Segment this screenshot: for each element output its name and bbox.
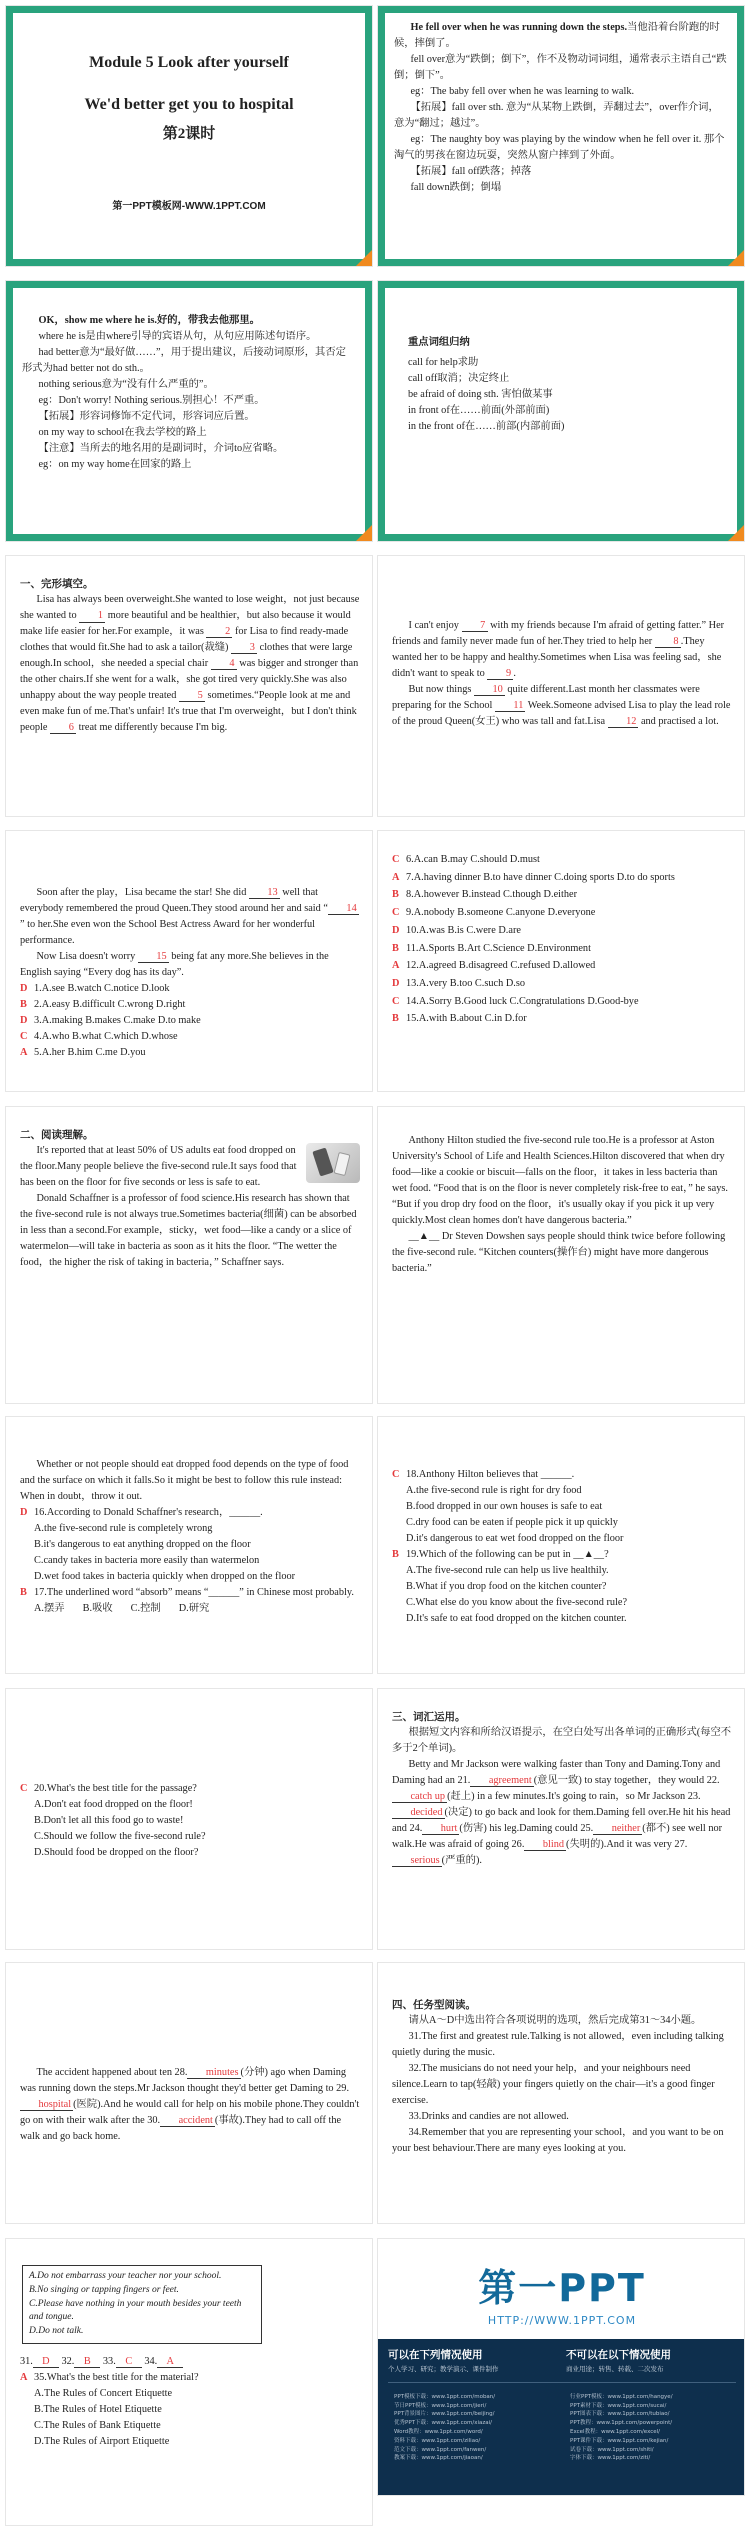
option-text[interactable]: C.What else do you know about the five-second rule? (406, 1596, 628, 1608)
key-sentence: OK，show me where he is.好的，带我去他那里。 (38, 315, 260, 326)
task-item: 34.Remember that you are representing your school，and you want to be on your best behaviour.There are many eyes looking at you. (392, 2126, 724, 2154)
answer-letter: C (392, 907, 400, 919)
cloze-paragraph: Soon after the play，Lisa became the star! She did 13 well that everybody remembered the proud Queen.They stood around her and said “ 14” to her.She even won the School Best Actress Award for her wonderful performance. (20, 887, 357, 946)
resource-link[interactable]: Word教程：www.1ppt.com/word/ (394, 2428, 483, 2435)
blank-13[interactable]: 13 (249, 887, 280, 899)
lesson-number: 第2课时 (162, 126, 216, 142)
slide-15-vocabulary-cont[interactable] (5, 1962, 373, 2224)
slide-6-cloze-part2[interactable] (377, 555, 745, 817)
option-row[interactable] (392, 922, 732, 940)
note-line: fell over意为“跌倒；倒下”，作不及物动词词组，通常表示主语自己“跌倒；倒下”。 (394, 53, 727, 81)
resource-link[interactable]: 范文下载：www.1ppt.com/fanwen/ (394, 2446, 487, 2453)
corner-decoration (728, 250, 744, 266)
note-line: fall down跌倒；倒塌 (410, 181, 502, 193)
blank-15[interactable]: 15 (138, 951, 169, 963)
answer-24[interactable]: hurt (422, 1823, 459, 1835)
blank-8[interactable]: 8 (655, 636, 681, 648)
option-row[interactable] (392, 993, 732, 1011)
answer-23[interactable]: decided (392, 1807, 445, 1819)
option-text[interactable]: A.the five-second rule is completely wrong (34, 1522, 213, 1534)
reading-paragraph: Whether or not people should eat dropped food depends on the type of food and the surface on which it falls.So it might be best to follow this rule instead: When in doubt，throw it out. (20, 1459, 349, 1502)
option-text: 8.A.however B.instead C.though D.either (406, 889, 578, 901)
cloze-paragraph: Now Lisa doesn't worry 15 being fat any more.She believes in the English saying “Every dog has its day”. (20, 950, 329, 978)
option-row[interactable] (392, 940, 732, 958)
resource-link[interactable]: PPT图表下载：www.1ppt.com/tubiao/ (570, 2411, 670, 2418)
forbidden-heading: 不可以在以下情况使用 (566, 2349, 671, 2361)
answer-21[interactable]: agreement (470, 1775, 533, 1787)
resource-link[interactable]: 优秀PPT下载：www.1ppt.com/xiazai/ (394, 2420, 493, 2427)
allowed-heading: 可以在下列情况使用 (388, 2349, 483, 2361)
box-option: C.Please have nothing in your mouth besides your teeth and tongue. (29, 2298, 242, 2323)
option-text: 11.A.Sports B.Art C.Science D.Environment (406, 942, 591, 954)
resource-link[interactable]: 教案下载：www.1ppt.com/jiaoan/ (394, 2455, 483, 2462)
box-option: B.No singing or tapping fingers or feet. (29, 2284, 179, 2295)
resource-link[interactable]: PPT课件下载：www.1ppt.com/kejian/ (570, 2437, 669, 2444)
usage-terms-panel (378, 2339, 745, 2496)
reading-paragraph: Anthony Hilton studied the five-second rule too.He is a professor at Aston University's School of Life and Health Sciences.Hilton discovered that when dry food—like a cookie or biscuit—falls on the floor，it takes in less bacteria than wet food. “Food that is on the floor is never completely risk-free to eat，” he says. “But if you drop dry food on the floor，it's usually okay if you pick it up very quickly.Most clean homes don't have dangerous bacteria.” (392, 1135, 728, 1226)
option-text[interactable]: D.It's safe to eat food dropped on the kitchen counter. (406, 1612, 627, 1624)
answer-22[interactable]: catch up (392, 1791, 447, 1803)
blank-6[interactable]: 6 (50, 722, 76, 734)
answer-letter: D (392, 924, 400, 936)
resource-link[interactable]: 字体下载：www.1ppt.com/ziti/ (570, 2455, 651, 2462)
answer-28[interactable]: minutes (187, 2067, 240, 2079)
option-row[interactable] (20, 981, 360, 997)
phrase-item: in front of在……前面(外部前面) (408, 404, 550, 416)
answer-letter: D (20, 982, 28, 994)
slide-13-question-20[interactable] (5, 1688, 373, 1950)
answer-31[interactable]: D (33, 2356, 59, 2368)
note-line: where he is是由where引导的宾语从句，从句应用陈述句语序。 (38, 330, 317, 342)
answer-letter: D (20, 1014, 28, 1026)
option-text[interactable]: C.Should we follow the five-second rule? (34, 1830, 206, 1842)
lesson-title: We'd better get you to hospital (84, 96, 294, 113)
links-left (394, 2393, 554, 2463)
question-16[interactable] (20, 1505, 360, 1521)
blank-4[interactable]: 4 (211, 658, 237, 670)
divider (388, 2382, 736, 2383)
option-row[interactable] (392, 869, 732, 887)
resource-link[interactable]: PPT素材下载：www.1ppt.com/sucai/ (570, 2402, 667, 2409)
answer-letter: A (20, 1046, 28, 1058)
option-text[interactable]: A.The Rules of Concert Etiquette (34, 2387, 173, 2399)
answer-letter: B (392, 1548, 399, 1560)
resource-link[interactable]: Excel教程：www.1ppt.com/excel/ (570, 2428, 661, 2435)
phrase-item: be afraid of doing sth. 害怕做某事 (408, 388, 553, 400)
phrases-heading: 重点词组归纳 (408, 337, 470, 348)
vocab-paragraph: Betty and Mr Jackson were walking faster than Tony and Daming.Tony and Daming had an 21. agreement (意见一致) to stay together，they would 22.catch up (赶上) in a few minutes.It's going to rain，so Mr Jackson 23.decided (决定) to go back and look for them.Daming fell over.He hit his head and 24. hurt (伤害) his leg.Daming could 25. neither (都不) see well nor walk.He was afraid of going 26. blind (失明的).And it was very 27.serious (严重的). (392, 1759, 731, 1866)
note-line: had better意为“最好做……”，用于提出建议，后接动词原形，其否定形式为had better not do sth.。 (22, 346, 346, 374)
slide-7-cloze-part3[interactable] (5, 830, 373, 1092)
phrase-item: call for help求助 (408, 356, 479, 368)
answer-letter: C (20, 1030, 28, 1042)
allowed-text: 个人学习、研究；教学演示、课件制作 (388, 2365, 499, 2373)
question-stem: 20.What's the best title for the passage? (34, 1783, 197, 1794)
brand-logo: 第一PPT (478, 2266, 646, 2310)
vocab-paragraph: The accident happened about ten 28. minutes (分钟) ago when Daming was running down the steps.Mr Jackson thought they'd better get Daming to 29.hospital (医院).And he would call for help on his mobile phone.They couldn't go on with their walk after the 30. accident (事故).They had to call off the walk and go back home. (20, 2067, 360, 2142)
option-text: 12.A.agreed B.disagreed C.refused D.allowed (406, 960, 596, 972)
option-text[interactable]: C.The Rules of Bank Etiquette (34, 2419, 161, 2431)
option-text: 15.A.with B.about C.in D.for (406, 1013, 527, 1025)
links-right (570, 2393, 730, 2463)
answer-letter: C (20, 1783, 28, 1794)
blank-5[interactable]: 5 (179, 690, 205, 702)
option-text[interactable]: B.The Rules of Hotel Etiquette (34, 2403, 162, 2415)
option-row[interactable] (392, 975, 732, 993)
option-text: 5.A.her B.him C.me D.you (34, 1046, 146, 1058)
option-row[interactable] (392, 886, 732, 904)
answer-letter: D (20, 1506, 28, 1518)
option-text[interactable]: B.food dropped in our own houses is safe to eat (406, 1500, 603, 1512)
option-text: 4.A.who B.what C.which D.whose (34, 1030, 178, 1042)
box-option: D.Do not talk. (29, 2326, 84, 2337)
answer-letter: B (20, 998, 27, 1010)
cloze-paragraph: I can't enjoy 7 with my friends because I'm afraid of getting fatter.” Her friends and family never made fun of her.They tried to help her 8 .They wanted her to be happy and healthy.Sometimes when Lisa was feeling sad，she didn't want to speak to 9 . (392, 620, 725, 679)
answer-30[interactable]: accident (160, 2115, 215, 2127)
blank-14[interactable]: 14 (328, 903, 359, 915)
section-heading: 四、任务型阅读。 (392, 1999, 476, 2011)
instruction: 请从A～D中选出符合各项说明的选项，然后完成第31～34小题。 (408, 2015, 702, 2027)
blank-2[interactable]: 2 (206, 626, 232, 638)
brand-text: 第一PPT模板网-WWW.1PPT.COM (112, 201, 266, 212)
phrase-item: in the front of在……前部(内部前面) (408, 420, 565, 432)
question-18[interactable] (392, 1467, 732, 1483)
blank-1[interactable]: 1 (79, 610, 105, 622)
answer-25[interactable]: neither (593, 1823, 642, 1835)
slide-5-cloze-part1[interactable] (5, 555, 373, 817)
slide-10-reading-part2[interactable] (377, 1106, 745, 1404)
slide-9-reading-part1[interactable] (5, 1106, 373, 1404)
option-text[interactable]: D.wet food takes in bacteria quickly when dropped on the floor (34, 1570, 296, 1582)
option-row[interactable] (20, 1013, 360, 1029)
question-19[interactable] (392, 1547, 732, 1563)
answer-27[interactable]: serious (392, 1855, 442, 1867)
slide-1-cover[interactable] (5, 5, 373, 267)
section-heading: 二、阅读理解。 (20, 1129, 94, 1141)
option-text: 13.A.very B.too C.such D.so (406, 977, 525, 989)
slide-3-show-me[interactable] (5, 280, 373, 542)
answer-29[interactable]: hospital (20, 2099, 73, 2111)
resource-link[interactable]: PPT模板下载：www.1ppt.com/moban/ (394, 2393, 496, 2400)
option-text: 7.A.having dinner B.to have dinner C.doing sports D.to do sports (406, 871, 675, 883)
reading-paragraph: Donald Schaffner is a professor of food science.His research has shown that the five-second rule is not always true.Sometimes bacteria(细菌) can be absorbed in less than a second.For example，sticky，wet food—like a candy or a slice of watermelon—will take in bacteria as soon as it hits the floor. “The wetter the food，the higher the risk of taking in bacteria，” Schaffner says. (20, 1193, 357, 1268)
option-text[interactable]: C.candy takes in bacteria more easily than watermelon (34, 1554, 260, 1566)
question-stem: 19.Which of the following can be put in __▲__? (406, 1548, 609, 1560)
question-stem: 35.What's the best title for the material? (34, 2371, 199, 2383)
phrase-item: call off取消；决定终止 (408, 372, 510, 384)
slide-18-brand[interactable] (377, 2238, 745, 2496)
example-line: eg：on my way home在回家的路上 (38, 458, 192, 470)
corner-decoration (356, 250, 372, 266)
option-row[interactable] (392, 957, 732, 975)
dropped-phone-image (306, 1143, 360, 1183)
blank-3[interactable]: 3 (231, 642, 257, 654)
option-text[interactable]: A.Don't eat food dropped on the floor! (34, 1798, 193, 1810)
slide-4-phrases[interactable] (377, 280, 745, 542)
option-text[interactable]: B.Don't let all this food go to waste! (34, 1814, 184, 1826)
option-text[interactable]: A.摆弄 B.吸收 C.控制 D.研究 (34, 1602, 210, 1614)
answer-letter: B (392, 942, 399, 954)
answer-letter: C (392, 995, 400, 1007)
option-text[interactable]: D.it's dangerous to eat wet food dropped on the floor (406, 1532, 624, 1544)
module-title: Module 5 Look after yourself (89, 54, 289, 71)
task-item: 33.Drinks and candies are not allowed. (408, 2110, 569, 2122)
blank-11[interactable]: 11 (495, 700, 525, 712)
option-row[interactable] (20, 1029, 360, 1045)
option-text: 6.A.can B.may C.should D.must (406, 854, 540, 865)
resource-link[interactable]: 行业PPT模板：www.1ppt.com/hangye/ (570, 2393, 673, 2400)
answer-letter: B (392, 889, 399, 901)
slide-12-questions-18-19[interactable] (377, 1416, 745, 1674)
section-heading: 三、词汇运用。 (392, 1711, 466, 1723)
note-line: nothing serious意为“没有什么严重的”。 (38, 378, 214, 390)
note-line: 【注意】当所去的地名用的是副词时，介词to应省略。 (38, 442, 284, 454)
option-text: 9.A.nobody B.someone C.anyone D.everyone (406, 907, 596, 919)
answer-letter: A (20, 2371, 28, 2383)
question-35[interactable] (20, 2370, 360, 2386)
note-line: 【拓展】fall over sth. 意为“从某物上跌倒，弄翻过去”，over作介词，意为“翻过；越过”。 (394, 101, 719, 129)
option-text[interactable]: A.the five-second rule is right for dry food (406, 1484, 582, 1496)
resource-link[interactable]: 资料下载：www.1ppt.com/ziliao/ (394, 2437, 481, 2444)
brand-logo-area (378, 2239, 745, 2339)
slide-17-task-answers[interactable] (5, 2238, 373, 2526)
option-text[interactable]: B.it's dangerous to eat anything dropped on the floor (34, 1538, 251, 1550)
example-line: eg：The naughty boy was playing by the window when he fell over it. 那个淘气的男孩在窗边玩耍，突然从窗户摔到了外面。 (394, 133, 725, 161)
key-sentence: He fell over when he was running down the steps. (410, 22, 628, 33)
option-text[interactable]: D.The Rules of Airport Etiquette (34, 2435, 170, 2447)
answer-letter: B (392, 1013, 399, 1025)
section-heading: 一、完形填空。 (20, 578, 94, 590)
note-line: on my way to school在我去学校的路上 (38, 426, 207, 438)
reading-paragraph: __▲__ Dr Steven Dowshen says people should think twice before following the five-second rule. “Kitchen counters(操作台) might have more dangerous bacteria.” (392, 1230, 726, 1274)
slide-14-vocabulary[interactable] (377, 1688, 745, 1950)
task-item: 32.The musicians do not need your help，and your neighbours need silence.Learn to tap(轻敲) your fingers quietly on the chair—it's a good finger exercise. (392, 2063, 715, 2107)
instruction: 根据短文内容和所给汉语提示，在空白处写出各单词的正确形式(每空不多于2个单词)。 (392, 1727, 732, 1755)
key-sentence-cn: 当他沿着台阶跑的时候，摔倒了。 (394, 22, 720, 49)
answer-letter: A (392, 871, 400, 883)
cloze-paragraph: Lisa has always been overweight.She wanted to lose weight，not just because she wanted to 1 more beautiful and be healthier，but also because it would make life easier for her.For example，it was 2 for Lisa to find ready-made clothes that would fit.She had to ask a tailor(裁缝) 3 clothes that were large enough.In school，she needed a special chair 4 was bigger and stronger than the other chairs.If she went for a walk，she got tired very quickly.She was also unhappy about the way people treated 5 sometimes.“People look at me and even make fun of me.That's unfair! It's true that I'm overweight，but I don't think people 6 treat me differently because I'm big. (20, 594, 360, 733)
answer-32[interactable]: B (74, 2356, 100, 2368)
answer-letter: D (392, 977, 400, 989)
option-row[interactable] (392, 851, 732, 869)
answer-letter: B (20, 1586, 27, 1598)
reading-paragraph: It's reported that at least 50% of US adults eat food dropped on the floor.Many people believe the five-second rule.It says food that has been on the floor for five seconds or less is safe to eat. (20, 1145, 297, 1189)
corner-decoration (728, 525, 744, 541)
slide-2-fell-over[interactable] (377, 5, 745, 267)
resource-link[interactable]: 试卷下载：www.1ppt.com/shiti/ (570, 2446, 654, 2453)
answer-26[interactable]: blind (524, 1839, 566, 1851)
option-text: 2.A.easy B.difficult C.wrong D.right (34, 998, 186, 1010)
option-text[interactable]: C.dry food can be eaten if people pick it up quickly (406, 1516, 618, 1528)
note-line: 【拓展】形容词修饰不定代词，形容词应后置。 (38, 410, 255, 422)
resource-link[interactable]: 节日PPT模板：www.1ppt.com/jieri/ (394, 2402, 487, 2409)
option-text: 3.A.making B.makes C.make D.to make (34, 1014, 201, 1026)
option-row[interactable] (392, 904, 732, 922)
option-text: 14.A.Sorry B.Good luck C.Congratulations D.Good-bye (406, 995, 639, 1007)
slide-8-cloze-options[interactable] (377, 830, 745, 1092)
blank-9[interactable]: 9 (487, 668, 513, 680)
slide-16-task-reading[interactable] (377, 1962, 745, 2224)
blank-10[interactable]: 10 (474, 684, 505, 696)
question-17[interactable] (20, 1585, 360, 1601)
answer-letter: C (392, 854, 400, 865)
option-row[interactable] (392, 1010, 732, 1028)
option-text[interactable]: B.What if you drop food on the kitchen counter? (406, 1580, 607, 1592)
brand-url[interactable]: HTTP://WWW.1PPT.COM (487, 2314, 637, 2327)
option-text: 10.A.was B.is C.were D.are (406, 924, 521, 936)
option-row[interactable] (20, 1045, 360, 1061)
box-option: A.Do not embarrass your teacher nor your school. (29, 2271, 222, 2281)
answer-34[interactable]: A (157, 2356, 183, 2368)
option-text[interactable]: A.The five-second rule can help us live healthily. (406, 1564, 609, 1576)
task-item: 31.The first and greatest rule.Talking is not allowed，even including talking quietly during the music. (392, 2031, 724, 2059)
example-line: eg：Don't worry! Nothing serious.别担心！不严重。 (38, 394, 265, 406)
question-stem: 17.The underlined word “absorb” means “______” in Chinese most probably. (34, 1586, 354, 1598)
cloze-paragraph: But now things 10 quite different.Last month her classmates were preparing for the School 11 Week.Someone advised Lisa to play the lead role of the proud Queen(女王) who was tall and fat.Lisa 12 and practised a lot. (392, 683, 731, 727)
resource-link[interactable]: PPT教程：www.1ppt.com/powerpoint/ (570, 2420, 673, 2427)
note-line: 【拓展】fall off跌落；掉落 (410, 165, 532, 177)
answer-33[interactable]: C (116, 2356, 142, 2368)
option-text: 1.A.see B.watch C.notice D.look (34, 982, 170, 994)
corner-decoration (356, 525, 372, 541)
option-text[interactable]: D.Should food be dropped on the floor? (34, 1846, 199, 1858)
example-line: eg：The baby fell over when he was learning to walk. (410, 85, 635, 97)
blank-12[interactable]: 12 (608, 716, 639, 728)
options-box (22, 2265, 262, 2344)
answer-letter: C (392, 1469, 400, 1480)
question-20[interactable] (20, 1781, 360, 1797)
forbidden-text: 商业用途；转售、转载、二次发布 (566, 2365, 664, 2373)
option-row[interactable] (20, 997, 360, 1013)
resource-link[interactable]: PPT背景图片：www.1ppt.com/beijing/ (394, 2411, 495, 2418)
answer-letter: A (392, 960, 400, 972)
blank-7[interactable]: 7 (462, 620, 488, 632)
question-stem: 18.Anthony Hilton believes that ______. (406, 1469, 575, 1480)
question-stem: 16.According to Donald Schaffner's research，______. (34, 1506, 263, 1518)
answer-line: 31. D 32. B 33. C 34. A (20, 2354, 360, 2370)
slide-11-questions-16-17[interactable] (5, 1416, 373, 1674)
